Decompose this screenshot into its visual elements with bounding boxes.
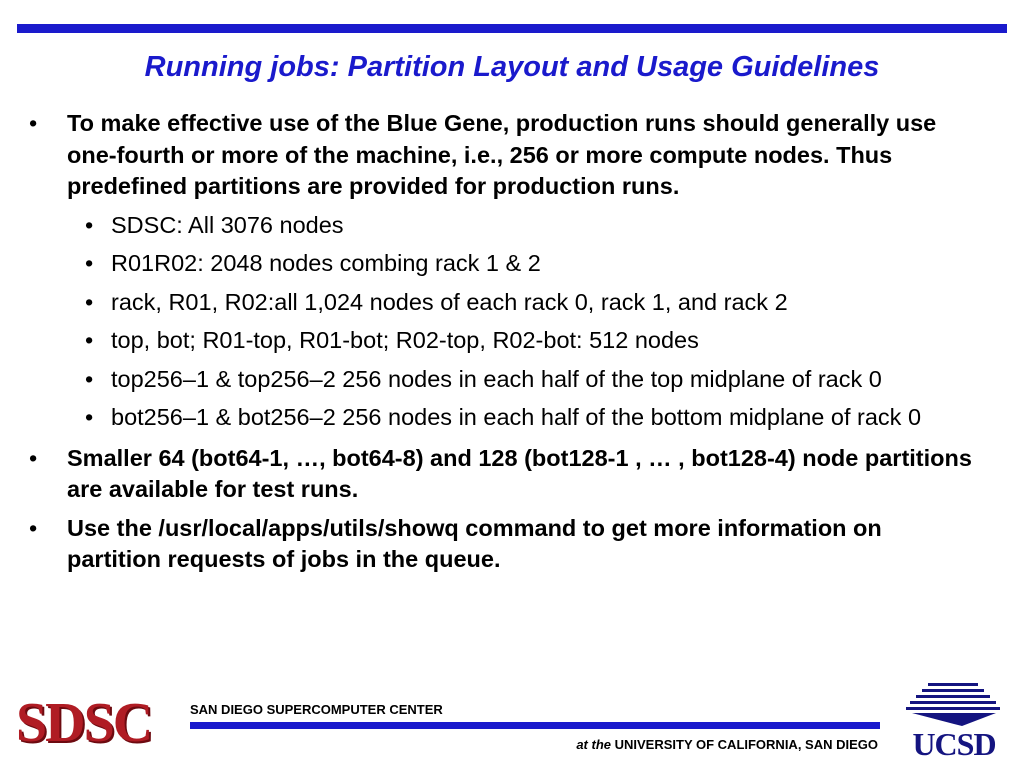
bullet-item [0,513,972,576]
university-line [576,737,878,753]
sub-bullet-item [0,287,981,319]
sub-bullet-item [0,210,981,242]
ucsd-logo: UCSD [912,726,996,762]
footer-divider [190,722,880,729]
sub-bullet-list [0,210,1024,434]
bullet-list [0,108,1024,576]
bullet-dot-icon: • [85,327,94,353]
bullet-text: Use the /usr/local/apps/utils/showq command to get more information on partition requests of jobs in the queue. [67,514,882,572]
sub-bullet-text: SDSC: All 3076 nodes [111,211,344,238]
sub-bullet-item [0,248,981,280]
sub-bullet-text: bot256–1 & bot256–2 256 nodes in each half of the bottom midplane of rack 0 [111,404,922,430]
bullet-dot-icon: • [29,514,38,541]
bullet-dot-icon: • [29,110,38,136]
sub-bullet-text: R01R02: 2048 nodes combing rack 1 & 2 [111,250,541,276]
bullet-dot-icon: • [85,250,94,276]
bullet-text: To make effective use of the Blue Gene, production runs should generally use one-fourth or more of the machine, i.e., 256 or more compute nodes. Thus predefined partitions are provided for production runs. [67,110,937,199]
bullet-dot-icon: • [85,288,94,315]
university-name: UNIVERSITY OF CALIFORNIA, SAN DIEGO [614,737,878,752]
center-name: SAN DIEGO SUPERCOMPUTER CENTER [190,702,443,717]
sub-bullet-item [0,402,981,434]
bullet-item [0,108,972,203]
bullet-dot-icon: • [85,404,94,430]
slide-title: Running jobs: Partition Layout and Usage Guidelines [144,51,880,83]
top-divider [17,24,1007,33]
sub-bullet-text: rack, R01, R02:all 1,024 nodes of each rack 0, rack 1, and rack 2 [111,288,788,315]
bullet-item [0,443,972,506]
bullet-text: Smaller 64 (bot64-1, …, bot64-8) and 128 (bot128-1 , … , bot128-4) node partitions are available for test runs. [67,444,972,502]
sub-bullet-item [0,364,981,396]
sdsc-logo: SDSC [16,692,152,754]
bullet-dot-icon: • [29,444,38,471]
sub-bullet-text: top256–1 & top256–2 256 nodes in each half of the top midplane of rack 0 [111,365,882,392]
bullet-dot-icon: • [85,211,94,238]
bullet-dot-icon: • [85,365,94,392]
sub-bullet-item [0,325,981,357]
university-prefix: at the [576,737,611,752]
sub-bullet-text: top, bot; R01-top, R01-bot; R02-top, R02-bot: 512 nodes [111,327,699,353]
